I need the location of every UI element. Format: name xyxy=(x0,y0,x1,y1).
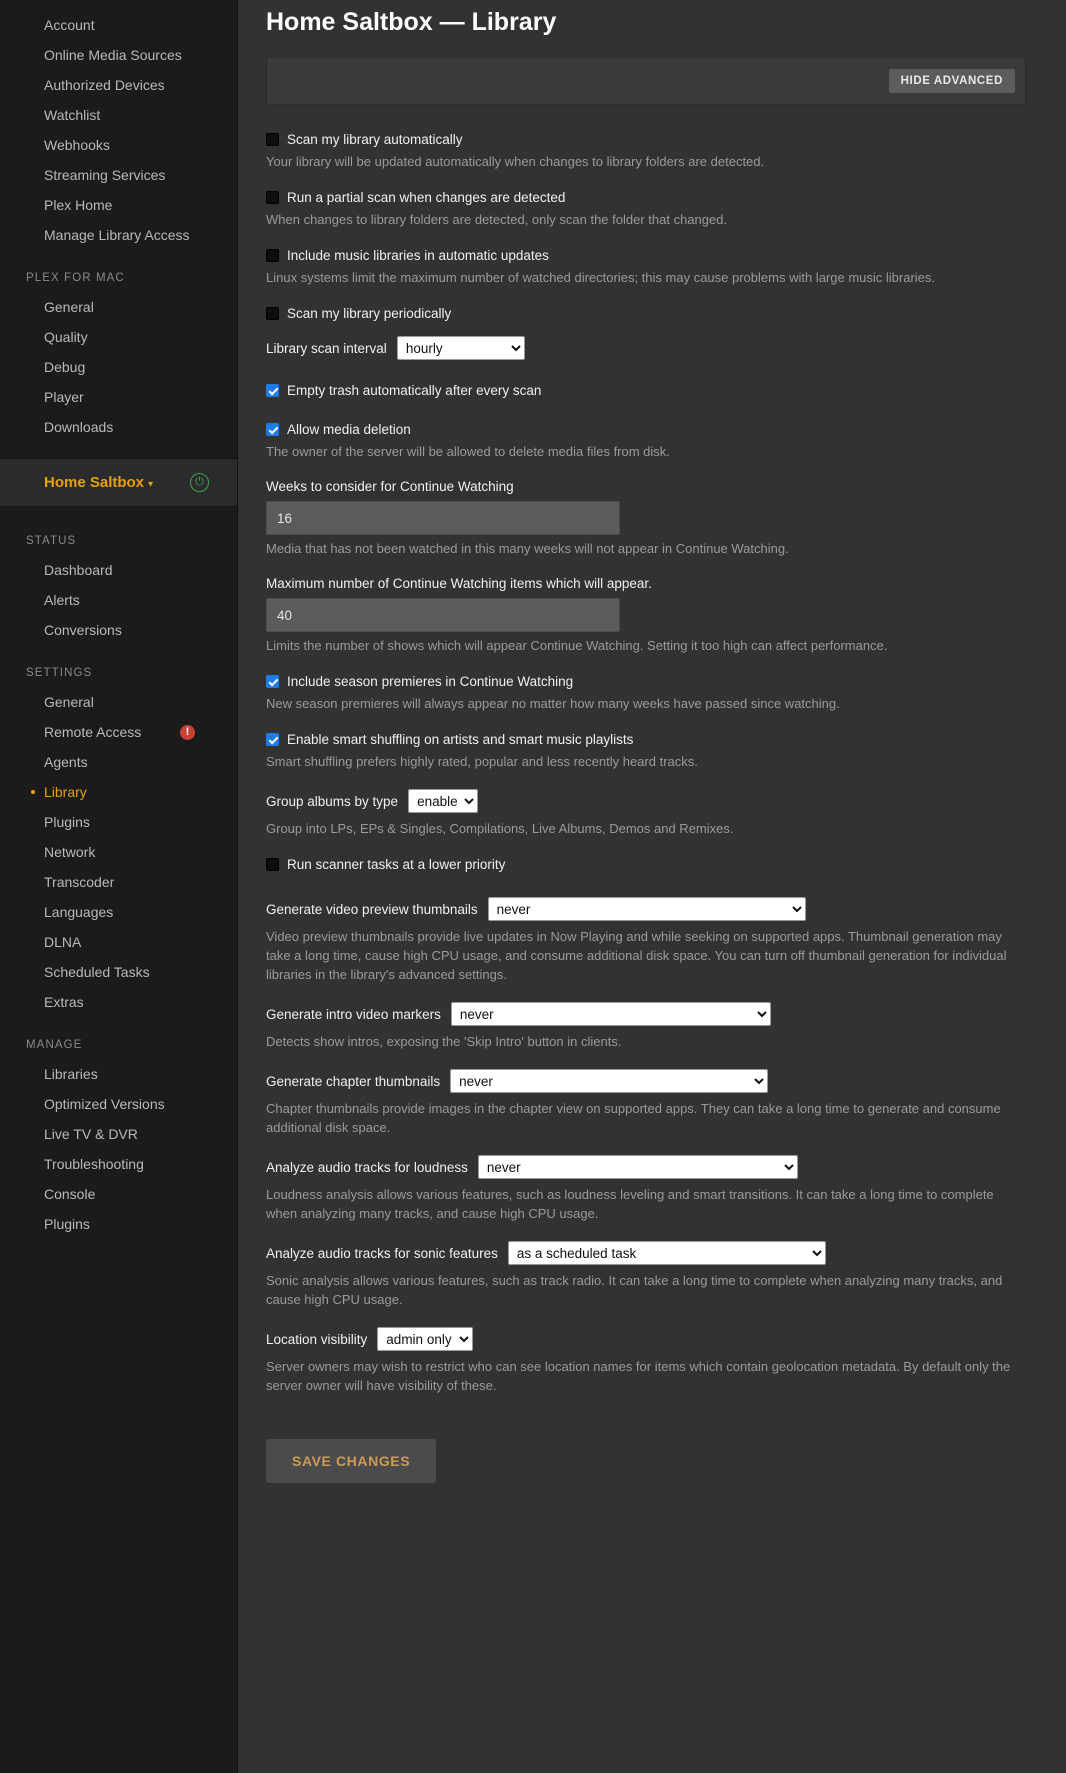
setting-include-music[interactable] xyxy=(266,247,1026,264)
scan-automatically-help: Your library will be updated automatically when changes to library folders are detected. xyxy=(266,154,765,169)
setting-scan-periodically[interactable] xyxy=(266,305,1026,322)
setting-group-albums xyxy=(266,789,1026,813)
season-premieres-help: New season premieres will always appear no matter how many weeks have passed since watching. xyxy=(266,696,840,711)
sidebar-item-label: Scheduled Tasks xyxy=(44,964,150,980)
setting-season-premieres[interactable] xyxy=(266,673,1026,690)
sidebar-item-label: General xyxy=(44,299,94,315)
video-preview-select[interactable] xyxy=(488,897,806,921)
sidebar-item-quality[interactable] xyxy=(0,322,237,352)
partial-scan-help: When changes to library folders are detected, only scan the folder that changed. xyxy=(266,212,728,227)
video-preview-help: Video preview thumbnails provide live updates in Now Playing and while seeking on supported apps. Thumbnail generation may take a long time, cause high CPU usage, and consume additional disk space. You can turn off thumbnail generation for individual libraries in the library's advanced settings. xyxy=(266,929,1007,982)
sidebar-item-alerts[interactable] xyxy=(0,585,237,615)
sidebar-item-dlna[interactable] xyxy=(0,927,237,957)
settings-form xyxy=(238,57,1066,1483)
sidebar-item-label: Online Media Sources xyxy=(44,47,182,63)
sidebar-item-player[interactable] xyxy=(0,382,237,412)
alert-badge-icon: ! xyxy=(180,725,195,740)
sidebar-item-label: Debug xyxy=(44,359,86,375)
partial-scan-label: Run a partial scan when changes are detected xyxy=(287,190,566,205)
scan-periodically-label: Scan my library periodically xyxy=(287,306,452,321)
sidebar-item-label: Troubleshooting xyxy=(44,1156,144,1172)
setting-intro-markers xyxy=(266,1002,1026,1026)
sidebar-item-live-tv-dvr[interactable] xyxy=(0,1119,237,1149)
sidebar-item-account[interactable] xyxy=(0,10,237,40)
save-changes-button[interactable]: SAVE CHANGES xyxy=(266,1439,436,1483)
sidebar-item-online-media-sources[interactable] xyxy=(0,40,237,70)
sidebar-item-label: General xyxy=(44,694,94,710)
intro-markers-help: Detects show intros, exposing the 'Skip Intro' button in clients. xyxy=(266,1034,622,1049)
setting-smart-shuffling[interactable] xyxy=(266,731,1026,748)
chapter-thumbnails-label: Generate chapter thumbnails xyxy=(266,1073,441,1089)
scan-periodically-checkbox[interactable] xyxy=(266,307,279,320)
group-albums-help: Group into LPs, EPs & Singles, Compilations, Live Albums, Demos and Remixes. xyxy=(266,821,734,836)
sidebar-item-authorized-devices[interactable] xyxy=(0,70,237,100)
weeks-continue-input[interactable] xyxy=(266,501,620,535)
setting-chapter-thumbnails xyxy=(266,1069,1026,1093)
max-continue-input[interactable] xyxy=(266,598,620,632)
sidebar-item-label: Remote Access xyxy=(44,724,142,740)
sidebar-item-label: Manage Library Access xyxy=(44,227,190,243)
sidebar-item-label: Dashboard xyxy=(44,562,113,578)
sidebar-item-scheduled-tasks[interactable] xyxy=(0,957,237,987)
allow-deletion-label: Allow media deletion xyxy=(287,422,411,437)
sidebar-item-debug[interactable] xyxy=(0,352,237,382)
smart-shuffling-label: Enable smart shuffling on artists and smart music playlists xyxy=(287,732,634,747)
setting-empty-trash[interactable] xyxy=(266,382,1026,399)
sidebar-item-remote-access[interactable] xyxy=(0,717,237,747)
sidebar-item-dashboard[interactable] xyxy=(0,555,237,585)
lower-priority-label: Run scanner tasks at a lower priority xyxy=(287,857,506,872)
sidebar-item-label: Alerts xyxy=(44,592,80,608)
loudness-select[interactable] xyxy=(478,1155,798,1179)
location-visibility-label: Location visibility xyxy=(266,1331,368,1347)
sidebar-item-label: Transcoder xyxy=(44,874,115,890)
power-icon: ⏻ xyxy=(190,473,209,492)
sidebar-item-label: Optimized Versions xyxy=(44,1096,165,1112)
intro-markers-label: Generate intro video markers xyxy=(266,1006,441,1022)
group-albums-label: Group albums by type xyxy=(266,793,399,809)
sidebar-item-label: Plugins xyxy=(44,814,90,830)
location-visibility-help: Server owners may wish to restrict who can see location names for items which contain geolocation metadata. By default only the server owner will have visibility of these. xyxy=(266,1359,1011,1393)
max-continue-label: Maximum number of Continue Watching items which will appear. xyxy=(266,576,652,591)
max-continue-help: Limits the number of shows which will appear Continue Watching. Setting it too high can affect performance. xyxy=(266,638,888,653)
sidebar-section-status: STATUS xyxy=(26,535,77,547)
setting-scan-automatically[interactable] xyxy=(266,131,1026,148)
sidebar-item-general-settings[interactable] xyxy=(0,687,237,717)
sonic-label: Analyze audio tracks for sonic features xyxy=(266,1245,498,1261)
setting-allow-deletion[interactable] xyxy=(266,421,1026,438)
active-bullet-icon xyxy=(31,790,35,794)
chapter-thumbnails-select[interactable] xyxy=(450,1069,768,1093)
sidebar-item-downloads[interactable] xyxy=(0,412,237,442)
setting-loudness xyxy=(266,1155,1026,1179)
sidebar-item-conversions[interactable] xyxy=(0,615,237,645)
chevron-down-icon: ▾ xyxy=(148,479,154,490)
group-albums-select[interactable] xyxy=(408,789,478,813)
partial-scan-checkbox[interactable] xyxy=(266,191,279,204)
sidebar-item-label: Languages xyxy=(44,904,114,920)
sidebar-item-label: Quality xyxy=(44,329,88,345)
sidebar-item-extras[interactable] xyxy=(0,987,237,1017)
sidebar-item-watchlist[interactable] xyxy=(0,100,237,130)
intro-markers-select[interactable] xyxy=(451,1002,771,1026)
sidebar-item-label: Conversions xyxy=(44,622,122,638)
sidebar-item-label: Player xyxy=(44,389,84,405)
include-music-help: Linux systems limit the maximum number of watched directories; this may cause problems with large music libraries. xyxy=(266,270,936,285)
allow-deletion-help: The owner of the server will be allowed to delete media files from disk. xyxy=(266,444,670,459)
hide-advanced-button[interactable]: HIDE ADVANCED xyxy=(889,69,1015,93)
setting-partial-scan[interactable] xyxy=(266,189,1026,206)
allow-deletion-checkbox[interactable] xyxy=(266,423,279,436)
sidebar-item-network[interactable] xyxy=(0,837,237,867)
sidebar-item-label: Downloads xyxy=(44,419,114,435)
page-title: Home Saltbox — Library xyxy=(266,8,557,36)
sidebar-item-webhooks[interactable] xyxy=(0,130,237,160)
sidebar-item-label: Libraries xyxy=(44,1066,98,1082)
sidebar-item-plex-home[interactable] xyxy=(0,190,237,220)
main-content xyxy=(238,0,1066,1773)
video-preview-label: Generate video preview thumbnails xyxy=(266,901,478,917)
sidebar xyxy=(0,0,238,1773)
sidebar-item-library[interactable] xyxy=(0,777,237,807)
sidebar-section-plex-for-mac: PLEX FOR MAC xyxy=(26,272,125,284)
sidebar-item-label: DLNA xyxy=(44,934,82,950)
sidebar-item-general-mac[interactable] xyxy=(0,292,237,322)
sidebar-section-manage: MANAGE xyxy=(26,1039,83,1051)
season-premieres-label: Include season premieres in Continue Watching xyxy=(287,674,574,689)
sidebar-item-manage-library-access[interactable] xyxy=(0,220,237,250)
scan-automatically-checkbox[interactable] xyxy=(266,133,279,146)
sidebar-item-label: Extras xyxy=(44,994,84,1010)
empty-trash-checkbox[interactable] xyxy=(266,384,279,397)
weeks-continue-label: Weeks to consider for Continue Watching xyxy=(266,479,514,494)
sidebar-item-label: Console xyxy=(44,1186,96,1202)
sidebar-item-label: Agents xyxy=(44,754,88,770)
advanced-toolbar xyxy=(266,57,1026,105)
scan-automatically-label: Scan my library automatically xyxy=(287,132,463,147)
sidebar-item-troubleshooting[interactable] xyxy=(0,1149,237,1179)
sidebar-item-libraries[interactable] xyxy=(0,1059,237,1089)
loudness-help: Loudness analysis allows various features, such as loudness leveling and smart transitions. It can take a long time to complete when analyzing many tracks, and cause high CPU usage. xyxy=(266,1187,994,1221)
sidebar-item-plugins-settings[interactable] xyxy=(0,807,237,837)
empty-trash-label: Empty trash automatically after every scan xyxy=(287,383,542,398)
sidebar-item-label: Network xyxy=(44,844,96,860)
setting-sonic xyxy=(266,1241,1026,1265)
sonic-select[interactable] xyxy=(508,1241,826,1265)
include-music-label: Include music libraries in automatic updates xyxy=(287,248,549,263)
scan-interval-label: Library scan interval xyxy=(266,340,387,356)
sidebar-section-settings: SETTINGS xyxy=(26,667,93,679)
setting-lower-priority[interactable] xyxy=(266,856,1026,873)
sidebar-item-languages[interactable] xyxy=(0,897,237,927)
sonic-help: Sonic analysis allows various features, such as track radio. It can take a long time to complete when analyzing many tracks, and cause high CPU usage. xyxy=(266,1273,1003,1307)
setting-location-visibility xyxy=(266,1327,1026,1351)
sidebar-item-agents[interactable] xyxy=(0,747,237,777)
setting-video-preview xyxy=(266,897,1026,921)
sidebar-item-label: Authorized Devices xyxy=(44,77,165,93)
sidebar-item-label: Live TV & DVR xyxy=(44,1126,138,1142)
loudness-label: Analyze audio tracks for loudness xyxy=(266,1159,468,1175)
sidebar-item-transcoder[interactable] xyxy=(0,867,237,897)
include-music-checkbox[interactable] xyxy=(266,249,279,262)
sidebar-item-label: Plugins xyxy=(44,1216,90,1232)
scan-interval-select[interactable] xyxy=(397,336,525,360)
sidebar-item-label: Webhooks xyxy=(44,137,110,153)
server-name: Home Saltbox xyxy=(44,474,145,491)
smart-shuffling-help: Smart shuffling prefers highly rated, popular and less recently heard tracks. xyxy=(266,754,698,769)
sidebar-item-label: Plex Home xyxy=(44,197,113,213)
season-premieres-checkbox[interactable] xyxy=(266,675,279,688)
smart-shuffling-checkbox[interactable] xyxy=(266,733,279,746)
sidebar-item-label: Account xyxy=(44,17,95,33)
server-selector[interactable] xyxy=(0,458,237,507)
sidebar-item-plugins-manage[interactable] xyxy=(0,1209,237,1239)
sidebar-item-label: Library xyxy=(44,784,87,800)
sidebar-item-optimized-versions[interactable] xyxy=(0,1089,237,1119)
weeks-continue-help: Media that has not been watched in this many weeks will not appear in Continue Watching. xyxy=(266,541,789,556)
location-visibility-select[interactable] xyxy=(377,1327,473,1351)
sidebar-item-label: Watchlist xyxy=(44,107,101,123)
sidebar-item-console[interactable] xyxy=(0,1179,237,1209)
lower-priority-checkbox[interactable] xyxy=(266,858,279,871)
chapter-thumbnails-help: Chapter thumbnails provide images in the chapter view on supported apps. They can take a long time to generate and consume additional disk space. xyxy=(266,1101,1001,1135)
sidebar-item-label: Streaming Services xyxy=(44,167,166,183)
sidebar-item-streaming-services[interactable] xyxy=(0,160,237,190)
setting-scan-interval xyxy=(266,336,1026,360)
